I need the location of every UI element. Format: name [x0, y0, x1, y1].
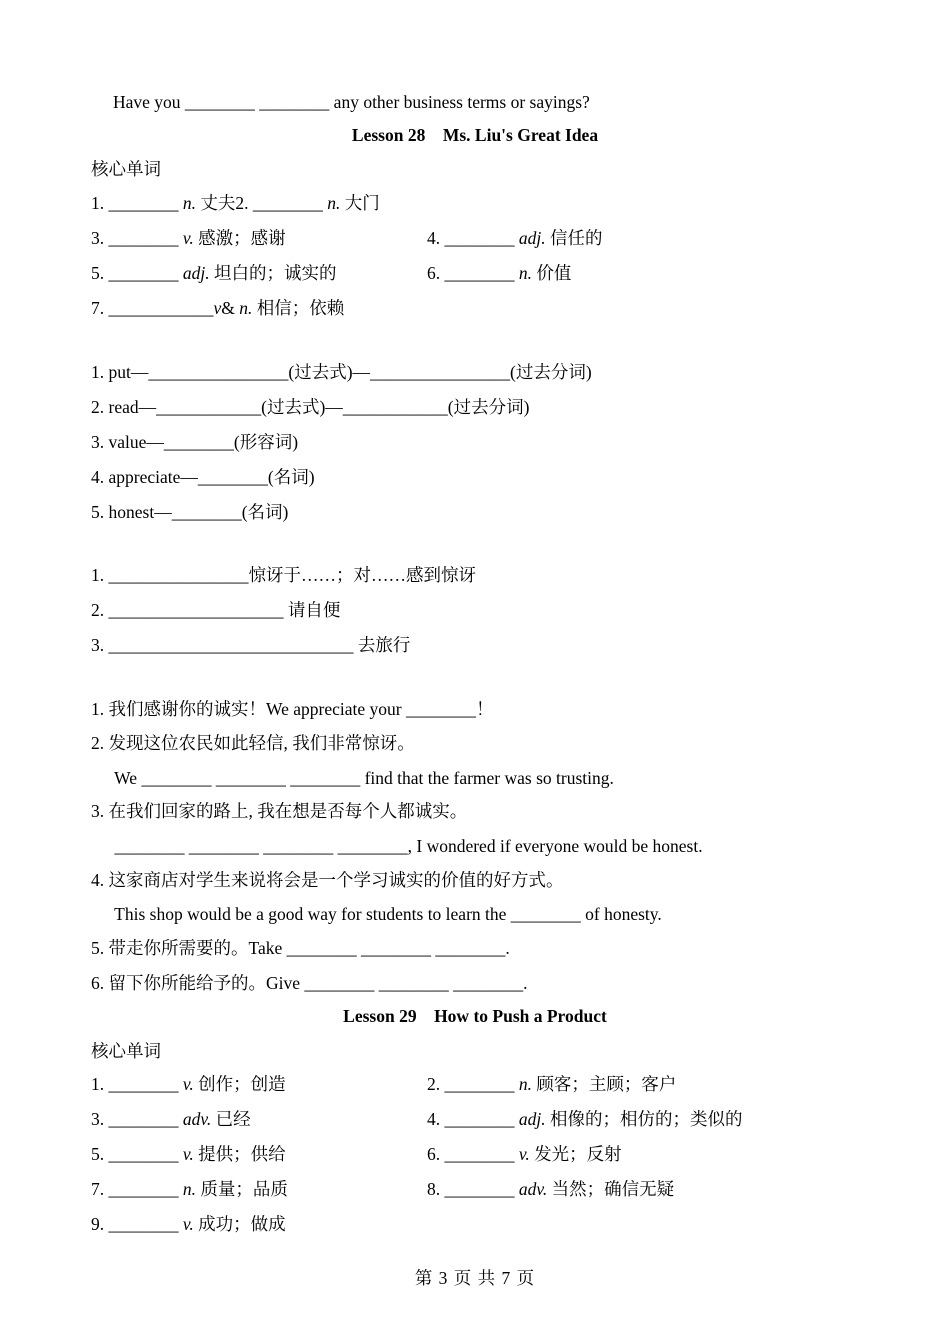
lesson29-vocab-2: 2. ________ n. 顾客；主顾；客户: [427, 1074, 677, 1094]
lesson28-sentence-2: 2. 发现这位农民如此轻信, 我们非常惊讶。: [91, 733, 415, 753]
lesson28-vocab-row-3: 5. ________ adj. 坦白的；诚实的: [91, 263, 337, 283]
lesson28-vocab-row-4: 7. ____________v& n. 相信；依赖: [91, 298, 345, 318]
lesson28-vocab-row-1: 1. ________ n. 丈夫2. ________ n. 大门: [91, 193, 380, 213]
lesson29-vocab-4: 4. ________ adj. 相像的；相仿的；类似的: [427, 1109, 743, 1129]
lesson29-title: Lesson 29 How to Push a Product: [343, 1006, 607, 1026]
lesson28-sentence-5: 5. 带走你所需要的。Take ________ ________ ________.: [91, 938, 510, 958]
lesson28-form-3: 3. value—________(形容词): [91, 432, 299, 452]
lesson29-vocab-1: 1. ________ v. 创作；创造: [91, 1074, 286, 1094]
top-sentence: Have you ________ ________ any other business terms or sayings?: [113, 92, 590, 112]
lesson28-vocab-row-3b: 6. ________ n. 价值: [427, 263, 572, 283]
lesson29-vocab-6: 6. ________ v. 发光；反射: [427, 1144, 622, 1164]
lesson28-phrase-1: 1. ________________惊讶于……；对……感到惊讶: [91, 565, 476, 585]
lesson28-sentence-1: 1. 我们感谢你的诚实！We appreciate your ________！: [91, 699, 494, 719]
lesson28-phrase-2: 2. ____________________ 请自便: [91, 600, 341, 620]
lesson28-sentence-4: 4. 这家商店对学生来说将会是一个学习诚实的价值的好方式。: [91, 870, 564, 890]
lesson29-vocab-3: 3. ________ adv. 已经: [91, 1109, 251, 1129]
lesson28-sentence-4-en: This shop would be a good way for students to learn the ________ of honesty.: [97, 904, 662, 924]
lesson28-form-1: 1. put—________________(过去式)—________________(过去分词): [91, 362, 592, 382]
lesson28-sentence-2-en: We ________ ________ ________ find that the farmer was so trusting.: [97, 768, 614, 788]
lesson28-vocab-heading: 核心单词: [91, 159, 161, 179]
lesson29-vocab-5: 5. ________ v. 提供；供给: [91, 1144, 286, 1164]
lesson28-vocab-row-2b: 4. ________ adj. 信任的: [427, 228, 603, 248]
page-footer: 第 3 页 共 7 页: [414, 1268, 536, 1288]
lesson28-title: Lesson 28 Ms. Liu's Great Idea: [351, 125, 599, 145]
lesson29-vocab-9: 9. ________ v. 成功；做成: [91, 1214, 286, 1234]
lesson28-phrase-3: 3. ____________________________ 去旅行: [91, 635, 411, 655]
lesson28-sentence-3: 3. 在我们回家的路上, 我在想是否每个人都诚实。: [91, 801, 468, 821]
lesson28-form-4: 4. appreciate—________(名词): [91, 467, 315, 487]
lesson28-vocab-row-2: 3. ________ v. 感激；感谢: [91, 228, 286, 248]
lesson28-sentence-6: 6. 留下你所能给予的。Give ________ ________ ________.: [91, 973, 528, 993]
lesson29-vocab-heading: 核心单词: [91, 1041, 161, 1061]
lesson28-sentence-3-en: ________ ________ ________ ________, I wondered if everyone would be honest.: [97, 836, 703, 856]
lesson29-vocab-8: 8. ________ adv. 当然；确信无疑: [427, 1179, 675, 1199]
lesson28-form-5: 5. honest—________(名词): [91, 502, 289, 522]
lesson29-vocab-7: 7. ________ n. 质量；品质: [91, 1179, 288, 1199]
lesson28-form-2: 2. read—____________(过去式)—____________(过去分词): [91, 397, 530, 417]
